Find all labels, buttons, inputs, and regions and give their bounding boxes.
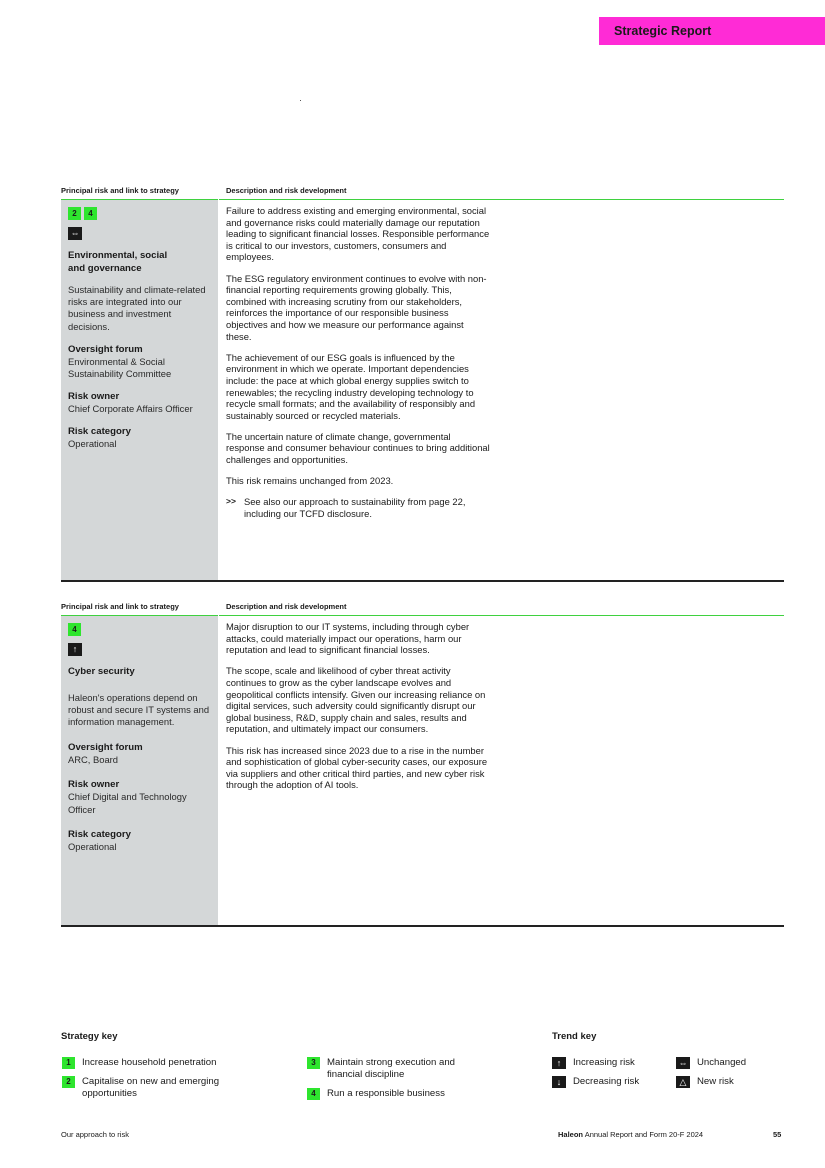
- description-paragraph: This risk has increased since 2023 due to a rise in the number and sophistication of global cyber-security cases, our exposure via suppliers and other critical third parties, and new cyber risk through the adoption of AI tools.: [226, 744, 488, 791]
- section-label: Strategic Report: [599, 17, 825, 45]
- double-chevron-icon: >>: [226, 496, 236, 507]
- category-value: Operational: [68, 840, 117, 852]
- owner-value: Chief Corporate Affairs Officer: [68, 403, 193, 415]
- strategy-key-item: [307, 1088, 507, 1100]
- trend-key-title: Trend key: [552, 1031, 597, 1042]
- column-header-description: Description and risk development: [226, 186, 347, 195]
- description-paragraph: This risk remains unchanged from 2023.: [226, 475, 394, 487]
- strategy-badge: 4: [68, 623, 81, 636]
- trend-key-label: New risk: [697, 1076, 734, 1087]
- oversight-label: Oversight forum: [68, 742, 143, 754]
- block-bottom-rule: [61, 925, 784, 927]
- column-header-risk: Principal risk and link to strategy: [61, 186, 179, 195]
- footer-section: Our approach to risk: [61, 1130, 129, 1139]
- risk-summary: Haleon's operations depend on robust and secure IT systems and information management.: [68, 691, 210, 727]
- column-header-description: Description and risk development: [226, 602, 347, 611]
- decreasing-icon: ↓: [552, 1076, 566, 1088]
- strategy-badge: 2: [68, 207, 81, 220]
- strategy-key-item: [307, 1057, 477, 1081]
- strategy-badge: 4: [307, 1088, 320, 1100]
- risk-block-cyber: [61, 602, 784, 927]
- strategy-key-label: Capitalise on new and emerging opportunities: [82, 1076, 220, 1099]
- block-bottom-rule: [61, 580, 784, 582]
- strategy-key-label: Maintain strong execution and financial discipline: [327, 1057, 455, 1080]
- trend-key-item: [676, 1076, 734, 1088]
- risk-summary: Sustainability and climate-related risks are integrated into our business and investment decisions.: [68, 284, 206, 332]
- risk-title: Cyber security: [68, 666, 135, 677]
- unchanged-icon: ⇔: [676, 1057, 690, 1069]
- divider-line: [508, 199, 784, 200]
- page-number: 55: [773, 1130, 782, 1139]
- category-label: Risk category: [68, 828, 131, 840]
- strategy-links: [68, 207, 211, 220]
- column-header-risk: Principal risk and link to strategy: [61, 602, 179, 611]
- divider-line: [508, 615, 784, 616]
- risk-description: [226, 621, 491, 801]
- trend-key-label: Unchanged: [697, 1057, 747, 1068]
- description-paragraph: Failure to address existing and emerging environmental, social and governance risks could materially damage our reputation leading to significant financial losses. Responsible performance is critical to our investors, customers, consumers and employees.: [226, 205, 490, 263]
- category-label: Risk category: [68, 426, 131, 438]
- strategy-key-title: Strategy key: [61, 1031, 118, 1042]
- trend-key-item: [552, 1057, 635, 1069]
- risk-block-esg: [61, 186, 784, 581]
- oversight-value: Environmental & Social Sustainability Committee: [68, 355, 172, 380]
- strategy-key-item: [62, 1076, 252, 1100]
- strategy-key-label: Run a responsible business: [327, 1088, 445, 1099]
- strategy-badge: 4: [84, 207, 97, 220]
- new-risk-icon: △: [676, 1076, 690, 1088]
- owner-label: Risk owner: [68, 779, 120, 791]
- see-also-link[interactable]: [226, 496, 491, 519]
- strategy-key-label: Increase household penetration: [82, 1057, 217, 1068]
- trend-key-label: Increasing risk: [573, 1057, 635, 1068]
- strategy-links: [68, 623, 211, 636]
- description-paragraph: The scope, scale and likelihood of cyber threat activity continues to grow as the cyber landscape evolves and geopolitical conflicts intensify. Given our increasing reliance on digital services, such adversity could significantly disrupt our global business, R&D, supply chain and sales, results and reputation, and ultimately impact our consumers.: [226, 665, 486, 735]
- risk-summary-panel: [61, 200, 218, 580]
- brand-name: Haleon: [558, 1130, 584, 1139]
- footer-publication: [558, 1130, 703, 1139]
- strategy-key-item: [62, 1057, 272, 1069]
- owner-label: Risk owner: [68, 391, 120, 403]
- description-paragraph: The achievement of our ESG goals is influenced by the environment in which we operate. Important dependencies include: the pace at which global energy supplies switch to renewables; the recycling industry developing technology to recycle small formats; and the availability of responsibly and sustainably sourced or recycled materials.: [226, 351, 476, 421]
- increasing-icon: ↑: [68, 643, 82, 656]
- publication-title: Annual Report and Form 20-F 2024: [584, 1130, 704, 1139]
- trend-key-item: [552, 1076, 639, 1088]
- risk-summary-panel: [61, 616, 218, 925]
- oversight-label: Oversight forum: [68, 343, 143, 355]
- strategy-badge: 3: [307, 1057, 320, 1069]
- description-paragraph: The uncertain nature of climate change, governmental response and consumer behaviour continues to bring additional challenges and opportunities.: [226, 430, 490, 466]
- category-value: Operational: [68, 438, 117, 450]
- description-paragraph: Major disruption to our IT systems, including through cyber attacks, could materially impact our operations, harm our reputation and lead to significant financial losses.: [226, 621, 470, 656]
- unchanged-icon: ⇔: [68, 227, 82, 240]
- strategy-badge: 2: [62, 1076, 75, 1088]
- description-paragraph: The ESG regulatory environment continues to evolve with non-financial reporting requirements growing globally. This, combined with increasing scrutiny from our stakeholders, reinforces the importance of our responsible business objectives and how we measure our performance against these.: [226, 272, 487, 342]
- risk-title: Environmental, social and governance: [68, 250, 168, 274]
- trend-key-label: Decreasing risk: [573, 1076, 640, 1087]
- risk-description: [226, 205, 491, 520]
- owner-value: Chief Digital and Technology Officer: [68, 791, 187, 815]
- increasing-icon: ↑: [552, 1057, 566, 1069]
- oversight-value: ARC, Board: [68, 754, 119, 766]
- see-also-text: See also our approach to sustainability from page 22, including our TCFD disclosure.: [243, 496, 466, 520]
- stray-dot: [300, 100, 301, 101]
- strategy-badge: 1: [62, 1057, 75, 1069]
- trend-key-item: [676, 1057, 746, 1069]
